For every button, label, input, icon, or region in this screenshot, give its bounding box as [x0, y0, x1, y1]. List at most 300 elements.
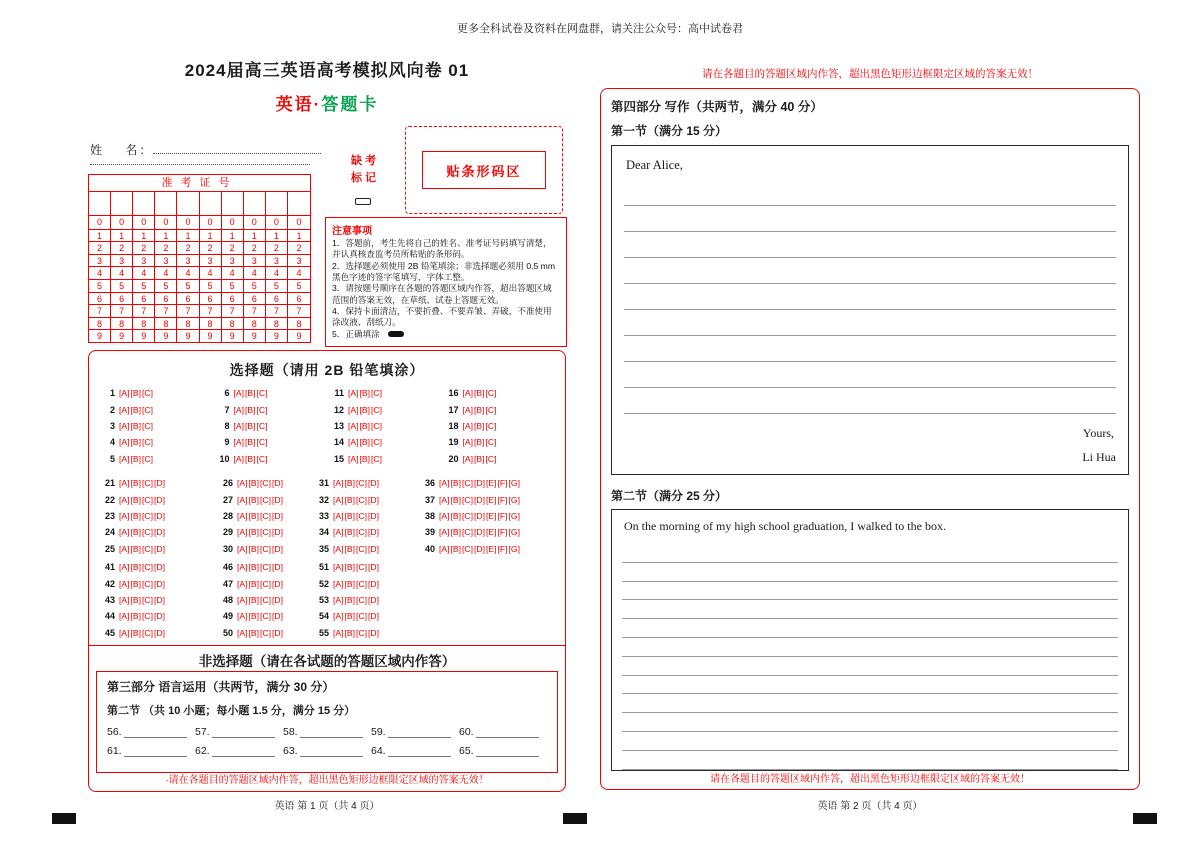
answer-option-24-D[interactable]: [D] [154, 527, 165, 538]
blank-answer-line[interactable] [212, 745, 275, 757]
ticket-digit-bubble-2[interactable]: 2 [200, 241, 222, 254]
name-input-line-2[interactable] [90, 164, 310, 165]
answer-option-27-A[interactable]: [A] [237, 494, 248, 505]
answer-option-27-D[interactable]: [D] [272, 494, 283, 505]
ticket-digit-bubble-5[interactable]: 5 [266, 279, 288, 292]
answer-option-9-C[interactable]: [C] [256, 437, 268, 448]
ticket-digit-bubble-4[interactable]: 4 [266, 266, 288, 279]
answer-option-18-C[interactable]: [C] [485, 420, 497, 431]
ticket-write-cell[interactable] [111, 192, 133, 215]
answer-option-29-C[interactable]: [C] [260, 527, 272, 538]
answer-option-42-C[interactable]: [C] [142, 578, 154, 589]
answer-option-34-B[interactable]: [B] [344, 527, 356, 538]
answer-option-26-A[interactable]: [A] [237, 478, 248, 489]
ticket-digit-bubble-8[interactable]: 8 [200, 317, 222, 330]
answer-option-11-C[interactable]: [C] [371, 388, 383, 399]
ticket-write-cell[interactable] [266, 192, 288, 215]
ticket-digit-bubble-3[interactable]: 3 [244, 254, 266, 267]
ticket-digit-bubble-4[interactable]: 4 [177, 266, 199, 279]
answer-option-17-A[interactable]: [A] [462, 404, 474, 415]
answer-option-46-A[interactable]: [A] [237, 562, 248, 573]
ticket-digit-bubble-4[interactable]: 4 [133, 266, 155, 279]
answer-option-38-F[interactable]: [F] [497, 510, 508, 521]
ticket-digit-bubble-4[interactable]: 4 [155, 266, 177, 279]
ticket-digit-bubble-3[interactable]: 3 [133, 254, 155, 267]
answer-option-50-C[interactable]: [C] [260, 627, 272, 638]
ticket-digit-bubble-7[interactable]: 7 [89, 304, 111, 317]
ticket-digit-bubble-5[interactable]: 5 [155, 279, 177, 292]
writing-line[interactable] [624, 388, 1116, 414]
answer-option-45-D[interactable]: [D] [154, 627, 165, 638]
ticket-digit-bubble-2[interactable]: 2 [222, 241, 244, 254]
answer-option-33-D[interactable]: [D] [368, 510, 379, 521]
ticket-digit-bubble-3[interactable]: 3 [111, 254, 133, 267]
ticket-digit-bubble-2[interactable]: 2 [177, 241, 199, 254]
answer-option-49-D[interactable]: [D] [272, 611, 283, 622]
answer-option-33-C[interactable]: [C] [356, 510, 368, 521]
writing-line[interactable] [622, 676, 1118, 695]
answer-option-27-C[interactable]: [C] [260, 494, 272, 505]
answer-option-36-E[interactable]: [E] [486, 478, 497, 489]
answer-option-25-B[interactable]: [B] [130, 543, 142, 554]
writing-line[interactable] [624, 232, 1116, 258]
blank-answer-line[interactable] [300, 726, 363, 738]
blank-answer-line[interactable] [476, 726, 539, 738]
answer-option-2-B[interactable]: [B] [130, 404, 142, 415]
answer-option-34-D[interactable]: [D] [368, 527, 379, 538]
answer-option-18-A[interactable]: [A] [462, 420, 474, 431]
ticket-digit-bubble-7[interactable]: 7 [266, 304, 288, 317]
answer-option-13-A[interactable]: [A] [348, 420, 359, 431]
ticket-digit-bubble-7[interactable]: 7 [288, 304, 310, 317]
answer-option-37-D[interactable]: [D] [474, 494, 485, 505]
answer-option-53-C[interactable]: [C] [356, 594, 368, 605]
ticket-digit-bubble-5[interactable]: 5 [200, 279, 222, 292]
ticket-digit-bubble-3[interactable]: 3 [89, 254, 111, 267]
answer-option-36-A[interactable]: [A] [439, 478, 450, 489]
answer-option-9-A[interactable]: [A] [233, 437, 245, 448]
ticket-digit-bubble-8[interactable]: 8 [222, 317, 244, 330]
answer-option-21-C[interactable]: [C] [142, 478, 154, 489]
answer-option-27-B[interactable]: [B] [248, 494, 260, 505]
ticket-digit-bubble-9[interactable]: 9 [288, 329, 310, 342]
answer-option-37-G[interactable]: [G] [508, 494, 521, 505]
answer-option-13-B[interactable]: [B] [359, 420, 371, 431]
answer-option-5-C[interactable]: [C] [142, 453, 154, 464]
ticket-digit-bubble-9[interactable]: 9 [89, 329, 111, 342]
ticket-digit-bubble-0[interactable]: 0 [155, 216, 177, 229]
ticket-digit-bubble-7[interactable]: 7 [133, 304, 155, 317]
answer-option-12-B[interactable]: [B] [359, 404, 371, 415]
answer-option-40-E[interactable]: [E] [486, 543, 497, 554]
answer-option-38-E[interactable]: [E] [486, 510, 497, 521]
ticket-digit-bubble-8[interactable]: 8 [155, 317, 177, 330]
answer-option-39-G[interactable]: [G] [508, 527, 521, 538]
answer-option-54-A[interactable]: [A] [333, 611, 344, 622]
writing-line[interactable] [624, 362, 1116, 388]
answer-option-14-C[interactable]: [C] [371, 437, 383, 448]
writing-line[interactable] [624, 284, 1116, 310]
answer-option-16-A[interactable]: [A] [462, 388, 474, 399]
answer-option-45-B[interactable]: [B] [130, 627, 142, 638]
ticket-write-cell[interactable] [200, 192, 222, 215]
answer-option-28-D[interactable]: [D] [272, 510, 283, 521]
answer-option-19-A[interactable]: [A] [462, 437, 474, 448]
answer-option-35-B[interactable]: [B] [344, 543, 356, 554]
answer-option-55-B[interactable]: [B] [344, 627, 356, 638]
writing-line[interactable] [622, 619, 1118, 638]
answer-option-37-C[interactable]: [C] [462, 494, 474, 505]
answer-option-50-A[interactable]: [A] [237, 627, 248, 638]
answer-option-31-C[interactable]: [C] [356, 478, 368, 489]
answer-option-18-B[interactable]: [B] [474, 420, 485, 431]
ticket-digit-bubble-6[interactable]: 6 [200, 292, 222, 305]
blank-answer-line[interactable] [388, 726, 451, 738]
answer-option-35-D[interactable]: [D] [368, 543, 379, 554]
answer-option-44-B[interactable]: [B] [130, 611, 142, 622]
ticket-digit-bubble-3[interactable]: 3 [266, 254, 288, 267]
writing-line[interactable] [624, 206, 1116, 232]
ticket-digit-bubble-9[interactable]: 9 [200, 329, 222, 342]
answer-option-26-D[interactable]: [D] [272, 478, 283, 489]
answer-option-16-C[interactable]: [C] [485, 388, 497, 399]
answer-option-55-A[interactable]: [A] [333, 627, 344, 638]
answer-option-36-B[interactable]: [B] [450, 478, 462, 489]
ticket-digit-bubble-0[interactable]: 0 [111, 216, 133, 229]
ticket-digit-bubble-4[interactable]: 4 [111, 266, 133, 279]
ticket-digit-bubble-8[interactable]: 8 [133, 317, 155, 330]
answer-option-31-A[interactable]: [A] [333, 478, 344, 489]
ticket-digit-bubble-1[interactable]: 1 [111, 229, 133, 242]
answer-option-51-D[interactable]: [D] [368, 562, 379, 573]
answer-option-23-C[interactable]: [C] [142, 510, 154, 521]
answer-option-38-B[interactable]: [B] [450, 510, 462, 521]
answer-option-21-D[interactable]: [D] [154, 478, 165, 489]
ticket-digit-bubble-7[interactable]: 7 [155, 304, 177, 317]
ticket-digit-bubble-5[interactable]: 5 [244, 279, 266, 292]
ticket-digit-bubble-0[interactable]: 0 [222, 216, 244, 229]
writing-line[interactable] [622, 694, 1118, 713]
blank-answer-line[interactable] [124, 745, 187, 757]
answer-option-42-A[interactable]: [A] [119, 578, 130, 589]
ticket-digit-bubble-4[interactable]: 4 [222, 266, 244, 279]
answer-option-20-B[interactable]: [B] [474, 453, 485, 464]
ticket-digit-bubble-1[interactable]: 1 [266, 229, 288, 242]
answer-option-34-C[interactable]: [C] [356, 527, 368, 538]
answer-option-51-C[interactable]: [C] [356, 562, 368, 573]
answer-option-39-E[interactable]: [E] [486, 527, 497, 538]
answer-option-47-B[interactable]: [B] [248, 578, 260, 589]
ticket-digit-bubble-3[interactable]: 3 [177, 254, 199, 267]
answer-option-40-A[interactable]: [A] [439, 543, 450, 554]
blank-answer-line[interactable] [300, 745, 363, 757]
answer-option-48-B[interactable]: [B] [248, 594, 260, 605]
answer-option-32-B[interactable]: [B] [344, 494, 356, 505]
answer-option-29-D[interactable]: [D] [272, 527, 283, 538]
ticket-digit-bubble-6[interactable]: 6 [266, 292, 288, 305]
answer-option-22-D[interactable]: [D] [154, 494, 165, 505]
answer-option-17-B[interactable]: [B] [474, 404, 485, 415]
ticket-digit-bubble-3[interactable]: 3 [222, 254, 244, 267]
answer-option-40-D[interactable]: [D] [474, 543, 485, 554]
answer-option-6-B[interactable]: [B] [245, 388, 256, 399]
ticket-digit-bubble-6[interactable]: 6 [222, 292, 244, 305]
ticket-digit-bubble-6[interactable]: 6 [288, 292, 310, 305]
ticket-digit-bubble-2[interactable]: 2 [111, 241, 133, 254]
answer-option-44-A[interactable]: [A] [119, 611, 130, 622]
answer-option-49-A[interactable]: [A] [237, 611, 248, 622]
ticket-digit-bubble-5[interactable]: 5 [177, 279, 199, 292]
writing-line[interactable] [624, 336, 1116, 362]
writing-line[interactable] [622, 544, 1118, 563]
answer-option-17-C[interactable]: [C] [485, 404, 497, 415]
answer-option-31-D[interactable]: [D] [368, 478, 379, 489]
ticket-digit-bubble-7[interactable]: 7 [222, 304, 244, 317]
ticket-digit-bubble-7[interactable]: 7 [177, 304, 199, 317]
ticket-digit-bubble-4[interactable]: 4 [89, 266, 111, 279]
answer-option-40-C[interactable]: [C] [462, 543, 474, 554]
ticket-digit-bubble-5[interactable]: 5 [288, 279, 310, 292]
answer-option-51-B[interactable]: [B] [344, 562, 356, 573]
ticket-digit-bubble-4[interactable]: 4 [288, 266, 310, 279]
answer-option-38-D[interactable]: [D] [474, 510, 485, 521]
answer-option-4-B[interactable]: [B] [130, 437, 142, 448]
ticket-digit-bubble-5[interactable]: 5 [111, 279, 133, 292]
answer-option-55-C[interactable]: [C] [356, 627, 368, 638]
answer-option-20-C[interactable]: [C] [485, 453, 497, 464]
answer-option-36-G[interactable]: [G] [508, 478, 521, 489]
answer-option-46-B[interactable]: [B] [248, 562, 260, 573]
ticket-digit-bubble-2[interactable]: 2 [244, 241, 266, 254]
name-input-line[interactable] [153, 142, 321, 154]
answer-option-35-A[interactable]: [A] [333, 543, 344, 554]
answer-option-8-C[interactable]: [C] [256, 420, 268, 431]
answer-option-11-A[interactable]: [A] [348, 388, 359, 399]
answer-option-38-C[interactable]: [C] [462, 510, 474, 521]
answer-option-45-A[interactable]: [A] [119, 627, 130, 638]
answer-option-15-C[interactable]: [C] [371, 453, 383, 464]
ticket-write-cell[interactable] [177, 192, 199, 215]
answer-option-42-B[interactable]: [B] [130, 578, 142, 589]
answer-option-31-B[interactable]: [B] [344, 478, 356, 489]
answer-option-25-C[interactable]: [C] [142, 543, 154, 554]
answer-option-37-F[interactable]: [F] [497, 494, 508, 505]
answer-option-45-C[interactable]: [C] [142, 627, 154, 638]
answer-option-54-C[interactable]: [C] [356, 611, 368, 622]
writing-line[interactable] [622, 713, 1118, 732]
ticket-digit-bubble-2[interactable]: 2 [266, 241, 288, 254]
blank-answer-line[interactable] [124, 726, 187, 738]
ticket-digit-bubble-0[interactable]: 0 [177, 216, 199, 229]
answer-option-52-B[interactable]: [B] [344, 578, 356, 589]
answer-option-34-A[interactable]: [A] [333, 527, 344, 538]
ticket-digit-bubble-1[interactable]: 1 [222, 229, 244, 242]
answer-option-36-C[interactable]: [C] [462, 478, 474, 489]
answer-option-11-B[interactable]: [B] [359, 388, 371, 399]
answer-option-29-B[interactable]: [B] [248, 527, 260, 538]
answer-option-4-A[interactable]: [A] [119, 437, 130, 448]
answer-option-43-C[interactable]: [C] [142, 594, 154, 605]
answer-option-2-A[interactable]: [A] [119, 404, 130, 415]
answer-option-30-A[interactable]: [A] [237, 543, 248, 554]
answer-option-33-B[interactable]: [B] [344, 510, 356, 521]
ticket-digit-bubble-0[interactable]: 0 [296, 217, 302, 227]
ticket-digit-bubble-0[interactable]: 0 [89, 216, 111, 229]
answer-option-36-D[interactable]: [D] [474, 478, 485, 489]
answer-option-37-A[interactable]: [A] [439, 494, 450, 505]
answer-option-19-C[interactable]: [C] [485, 437, 497, 448]
answer-option-22-B[interactable]: [B] [130, 494, 142, 505]
answer-option-1-A[interactable]: [A] [119, 388, 130, 399]
answer-option-42-D[interactable]: [D] [154, 578, 165, 589]
answer-option-35-C[interactable]: [C] [356, 543, 368, 554]
answer-option-32-A[interactable]: [A] [333, 494, 344, 505]
answer-option-20-A[interactable]: [A] [462, 453, 474, 464]
ticket-digit-bubble-3[interactable]: 3 [155, 254, 177, 267]
ticket-digit-bubble-4[interactable]: 4 [244, 266, 266, 279]
answer-option-32-D[interactable]: [D] [368, 494, 379, 505]
answer-option-14-B[interactable]: [B] [359, 437, 371, 448]
blank-answer-line[interactable] [476, 745, 539, 757]
answer-option-25-A[interactable]: [A] [119, 543, 130, 554]
ticket-digit-bubble-2[interactable]: 2 [155, 241, 177, 254]
ticket-digit-bubble-2[interactable]: 2 [89, 241, 111, 254]
answer-option-10-C[interactable]: [C] [256, 453, 268, 464]
answer-option-29-A[interactable]: [A] [237, 527, 248, 538]
ticket-digit-bubble-3[interactable]: 3 [288, 254, 310, 267]
answer-option-5-B[interactable]: [B] [130, 453, 142, 464]
blank-answer-line[interactable] [212, 726, 275, 738]
answer-option-12-C[interactable]: [C] [371, 404, 383, 415]
ticket-digit-bubble-9[interactable]: 9 [155, 329, 177, 342]
answer-option-23-D[interactable]: [D] [154, 510, 165, 521]
writing-line[interactable] [622, 751, 1118, 770]
ticket-digit-bubble-8[interactable]: 8 [89, 317, 111, 330]
answer-option-53-B[interactable]: [B] [344, 594, 356, 605]
answer-option-21-A[interactable]: [A] [119, 478, 130, 489]
ticket-digit-bubble-0[interactable]: 0 [244, 216, 266, 229]
answer-option-47-A[interactable]: [A] [237, 578, 248, 589]
answer-option-10-A[interactable]: [A] [233, 453, 245, 464]
answer-option-41-A[interactable]: [A] [119, 562, 130, 573]
ticket-digit-bubble-5[interactable]: 5 [222, 279, 244, 292]
answer-option-40-F[interactable]: [F] [497, 543, 508, 554]
answer-option-37-B[interactable]: [B] [450, 494, 462, 505]
ticket-digit-bubble-6[interactable]: 6 [89, 292, 111, 305]
answer-option-3-A[interactable]: [A] [119, 420, 130, 431]
answer-option-47-D[interactable]: [D] [272, 578, 283, 589]
absent-mark-box[interactable] [355, 198, 371, 205]
writing-line[interactable] [622, 732, 1118, 751]
answer-option-52-C[interactable]: [C] [356, 578, 368, 589]
answer-option-44-D[interactable]: [D] [154, 611, 165, 622]
answer-option-14-A[interactable]: [A] [348, 437, 359, 448]
answer-option-26-B[interactable]: [B] [248, 478, 260, 489]
writing-line[interactable] [622, 657, 1118, 676]
answer-option-32-C[interactable]: [C] [356, 494, 368, 505]
writing-line[interactable] [624, 258, 1116, 284]
answer-option-48-A[interactable]: [A] [237, 594, 248, 605]
answer-option-15-B[interactable]: [B] [359, 453, 371, 464]
answer-option-33-A[interactable]: [A] [333, 510, 344, 521]
writing-line[interactable] [624, 180, 1116, 206]
answer-option-36-F[interactable]: [F] [497, 478, 508, 489]
answer-option-6-A[interactable]: [A] [233, 388, 245, 399]
ticket-digit-bubble-7[interactable]: 7 [111, 304, 133, 317]
answer-option-41-D[interactable]: [D] [154, 562, 165, 573]
ticket-digit-bubble-1[interactable]: 1 [200, 229, 222, 242]
answer-option-49-B[interactable]: [B] [248, 611, 260, 622]
answer-option-30-B[interactable]: [B] [248, 543, 260, 554]
answer-option-5-A[interactable]: [A] [119, 453, 130, 464]
answer-option-13-C[interactable]: [C] [371, 420, 383, 431]
ticket-digit-bubble-2[interactable]: 2 [133, 241, 155, 254]
answer-option-25-D[interactable]: [D] [154, 543, 165, 554]
answer-option-21-B[interactable]: [B] [130, 478, 142, 489]
answer-option-43-D[interactable]: [D] [154, 594, 165, 605]
answer-option-41-C[interactable]: [C] [142, 562, 154, 573]
ticket-digit-bubble-1[interactable]: 1 [133, 229, 155, 242]
ticket-write-cell[interactable] [288, 192, 310, 215]
answer-option-37-E[interactable]: [E] [486, 494, 497, 505]
answer-option-7-B[interactable]: [B] [245, 404, 256, 415]
ticket-write-cell[interactable] [222, 192, 244, 215]
answer-option-43-B[interactable]: [B] [130, 594, 142, 605]
ticket-digit-bubble-7[interactable]: 7 [244, 304, 266, 317]
answer-option-46-D[interactable]: [D] [272, 562, 283, 573]
answer-option-50-D[interactable]: [D] [272, 627, 283, 638]
answer-option-49-C[interactable]: [C] [260, 611, 272, 622]
ticket-digit-bubble-9[interactable]: 9 [222, 329, 244, 342]
answer-option-2-C[interactable]: [C] [142, 404, 154, 415]
answer-option-41-B[interactable]: [B] [130, 562, 142, 573]
answer-option-22-A[interactable]: [A] [119, 494, 130, 505]
ticket-digit-bubble-6[interactable]: 6 [111, 292, 133, 305]
ticket-digit-bubble-6[interactable]: 6 [244, 292, 266, 305]
writing-line[interactable] [622, 563, 1118, 582]
answer-option-22-C[interactable]: [C] [142, 494, 154, 505]
ticket-digit-bubble-6[interactable]: 6 [177, 292, 199, 305]
answer-option-24-B[interactable]: [B] [130, 527, 142, 538]
ticket-write-cell[interactable] [155, 192, 177, 215]
answer-option-30-D[interactable]: [D] [272, 543, 283, 554]
letter-answer-box[interactable] [611, 145, 1129, 475]
answer-option-23-A[interactable]: [A] [119, 510, 130, 521]
writing-line[interactable] [622, 600, 1118, 619]
answer-option-16-B[interactable]: [B] [474, 388, 485, 399]
blank-answer-line[interactable] [388, 745, 451, 757]
answer-option-54-B[interactable]: [B] [344, 611, 356, 622]
answer-option-28-B[interactable]: [B] [248, 510, 260, 521]
ticket-digit-bubble-1[interactable]: 1 [89, 229, 111, 242]
answer-option-4-C[interactable]: [C] [142, 437, 154, 448]
answer-option-39-F[interactable]: [F] [497, 527, 508, 538]
answer-option-52-A[interactable]: [A] [333, 578, 344, 589]
answer-option-1-C[interactable]: [C] [142, 388, 154, 399]
answer-option-30-C[interactable]: [C] [260, 543, 272, 554]
writing-line[interactable] [624, 310, 1116, 336]
ticket-digit-bubble-9[interactable]: 9 [133, 329, 155, 342]
answer-option-54-D[interactable]: [D] [368, 611, 379, 622]
ticket-digit-bubble-2[interactable]: 2 [288, 241, 310, 254]
answer-option-23-B[interactable]: [B] [130, 510, 142, 521]
ticket-digit-bubble-1[interactable]: 1 [155, 229, 177, 242]
writing-line[interactable] [622, 638, 1118, 657]
answer-option-7-C[interactable]: [C] [256, 404, 268, 415]
ticket-write-cell[interactable] [244, 192, 266, 215]
answer-option-28-C[interactable]: [C] [260, 510, 272, 521]
answer-option-38-A[interactable]: [A] [439, 510, 450, 521]
